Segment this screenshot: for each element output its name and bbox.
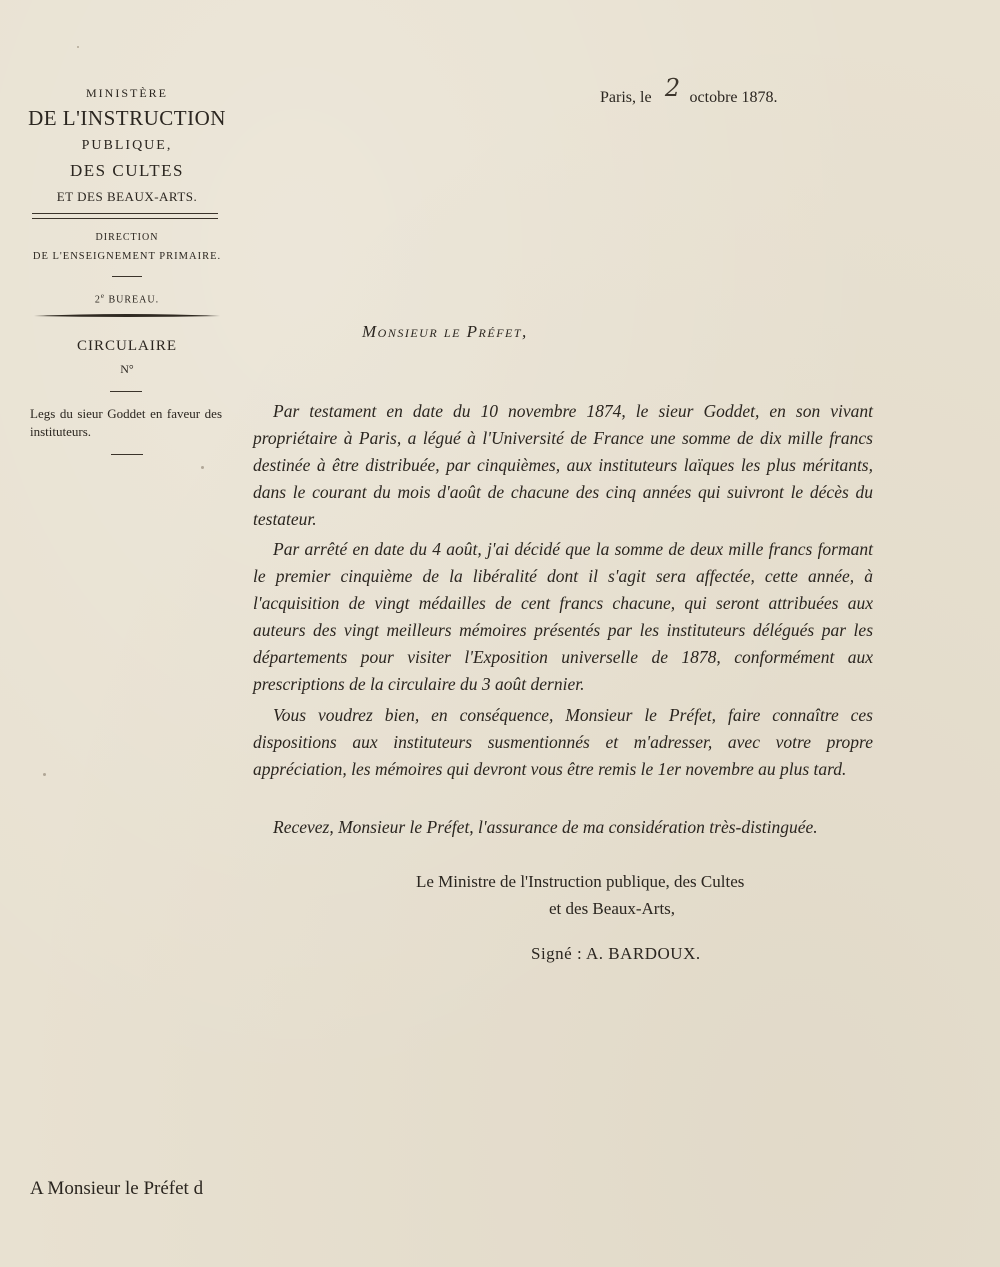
body-paragraph xyxy=(253,814,873,841)
signature-title-line-2: et des Beaux-Arts, xyxy=(549,899,676,918)
subject-note: Legs du sieur Goddet en faveur des instituteurs. xyxy=(30,406,222,439)
letter-date xyxy=(600,74,778,108)
paragraph-text: Vous voudrez bien, en conséquence, Monsieur le Préfet, faire connaître ces dispositions aux instituteurs susmentionnés et m'adresser, avec votre propre appréciation, les mémoires qui devront vous être remis le 1er novembre au plus tard. xyxy=(253,705,873,779)
ministry-line-1: MINISTÈRE xyxy=(86,86,168,100)
ministry-line-5: ET DES BEAUX-ARTS. xyxy=(56,189,198,204)
paper-speck xyxy=(43,773,46,776)
circulaire-title: CIRCULAIRE xyxy=(77,338,177,354)
paragraph-text: Par testament en date du 10 novembre 1874, le sieur Goddet, en son vivant propriétaire à Paris, a légué à l'Université de France une somme de dix mille francs destinée à être distribuée, par cinquièmes, aux instituteurs laïques les plus méritants, dans le courant du mois d'août de chacune des cinq années qui suivront le décès du testateur. xyxy=(253,401,873,529)
date-prefix: Paris, le xyxy=(600,89,652,106)
double-divider xyxy=(32,213,218,219)
ministry-line-4: DES CULTES xyxy=(69,161,185,180)
ministry-line-3: PUBLIQUE, xyxy=(81,138,173,153)
bureau-label xyxy=(22,292,232,305)
ministry-line-2: DE L'INSTRUCTION xyxy=(28,106,226,130)
date-month-year: octobre 1878. xyxy=(689,89,778,106)
signature-title-line-1: Le Ministre de l'Instruction publique, des Cultes xyxy=(416,872,745,891)
salutation: Monsieur le Préfet, xyxy=(362,322,528,341)
body-paragraph xyxy=(253,536,873,698)
short-divider xyxy=(111,454,143,455)
signature-name: Signé : A. BARDOUX. xyxy=(531,944,701,963)
direction-line-1: DIRECTION xyxy=(95,232,159,243)
paragraph-text: Par arrêté en date du 4 août, j'ai décidé que la somme de deux mille francs formant le premier cinquième de la libéralité dont il s'agit sera affectée, cette année, à l'acquisition de vingt médailles de cent francs chacune, qui seront attribuées aux auteurs des vingt meilleurs mémoires présentés par les instituteurs délégués par les départements pour visiter l'Exposition universelle de 1878, conformément aux prescriptions de la circulaire du 3 août dernier. xyxy=(253,539,873,694)
bureau-number: 2 xyxy=(94,294,101,306)
body-paragraph xyxy=(253,398,873,533)
direction-line-2: DE L'ENSEIGNEMENT PRIMAIRE. xyxy=(32,251,222,262)
body-paragraph xyxy=(253,702,873,783)
paper-speck xyxy=(201,466,204,469)
bureau-suffix: e xyxy=(100,292,105,300)
paragraph-text: Recevez, Monsieur le Préfet, l'assurance de ma considération très-distinguée. xyxy=(273,817,818,837)
paper-speck xyxy=(77,46,79,48)
bureau-text: BUREAU. xyxy=(108,294,160,306)
ornamental-divider xyxy=(34,312,220,320)
short-divider xyxy=(110,391,142,392)
short-divider xyxy=(112,276,142,277)
addressee-line: A Monsieur le Préfet d xyxy=(30,1178,204,1199)
date-day-handwritten: 2 xyxy=(664,74,681,102)
circulaire-number: N° xyxy=(120,362,134,376)
